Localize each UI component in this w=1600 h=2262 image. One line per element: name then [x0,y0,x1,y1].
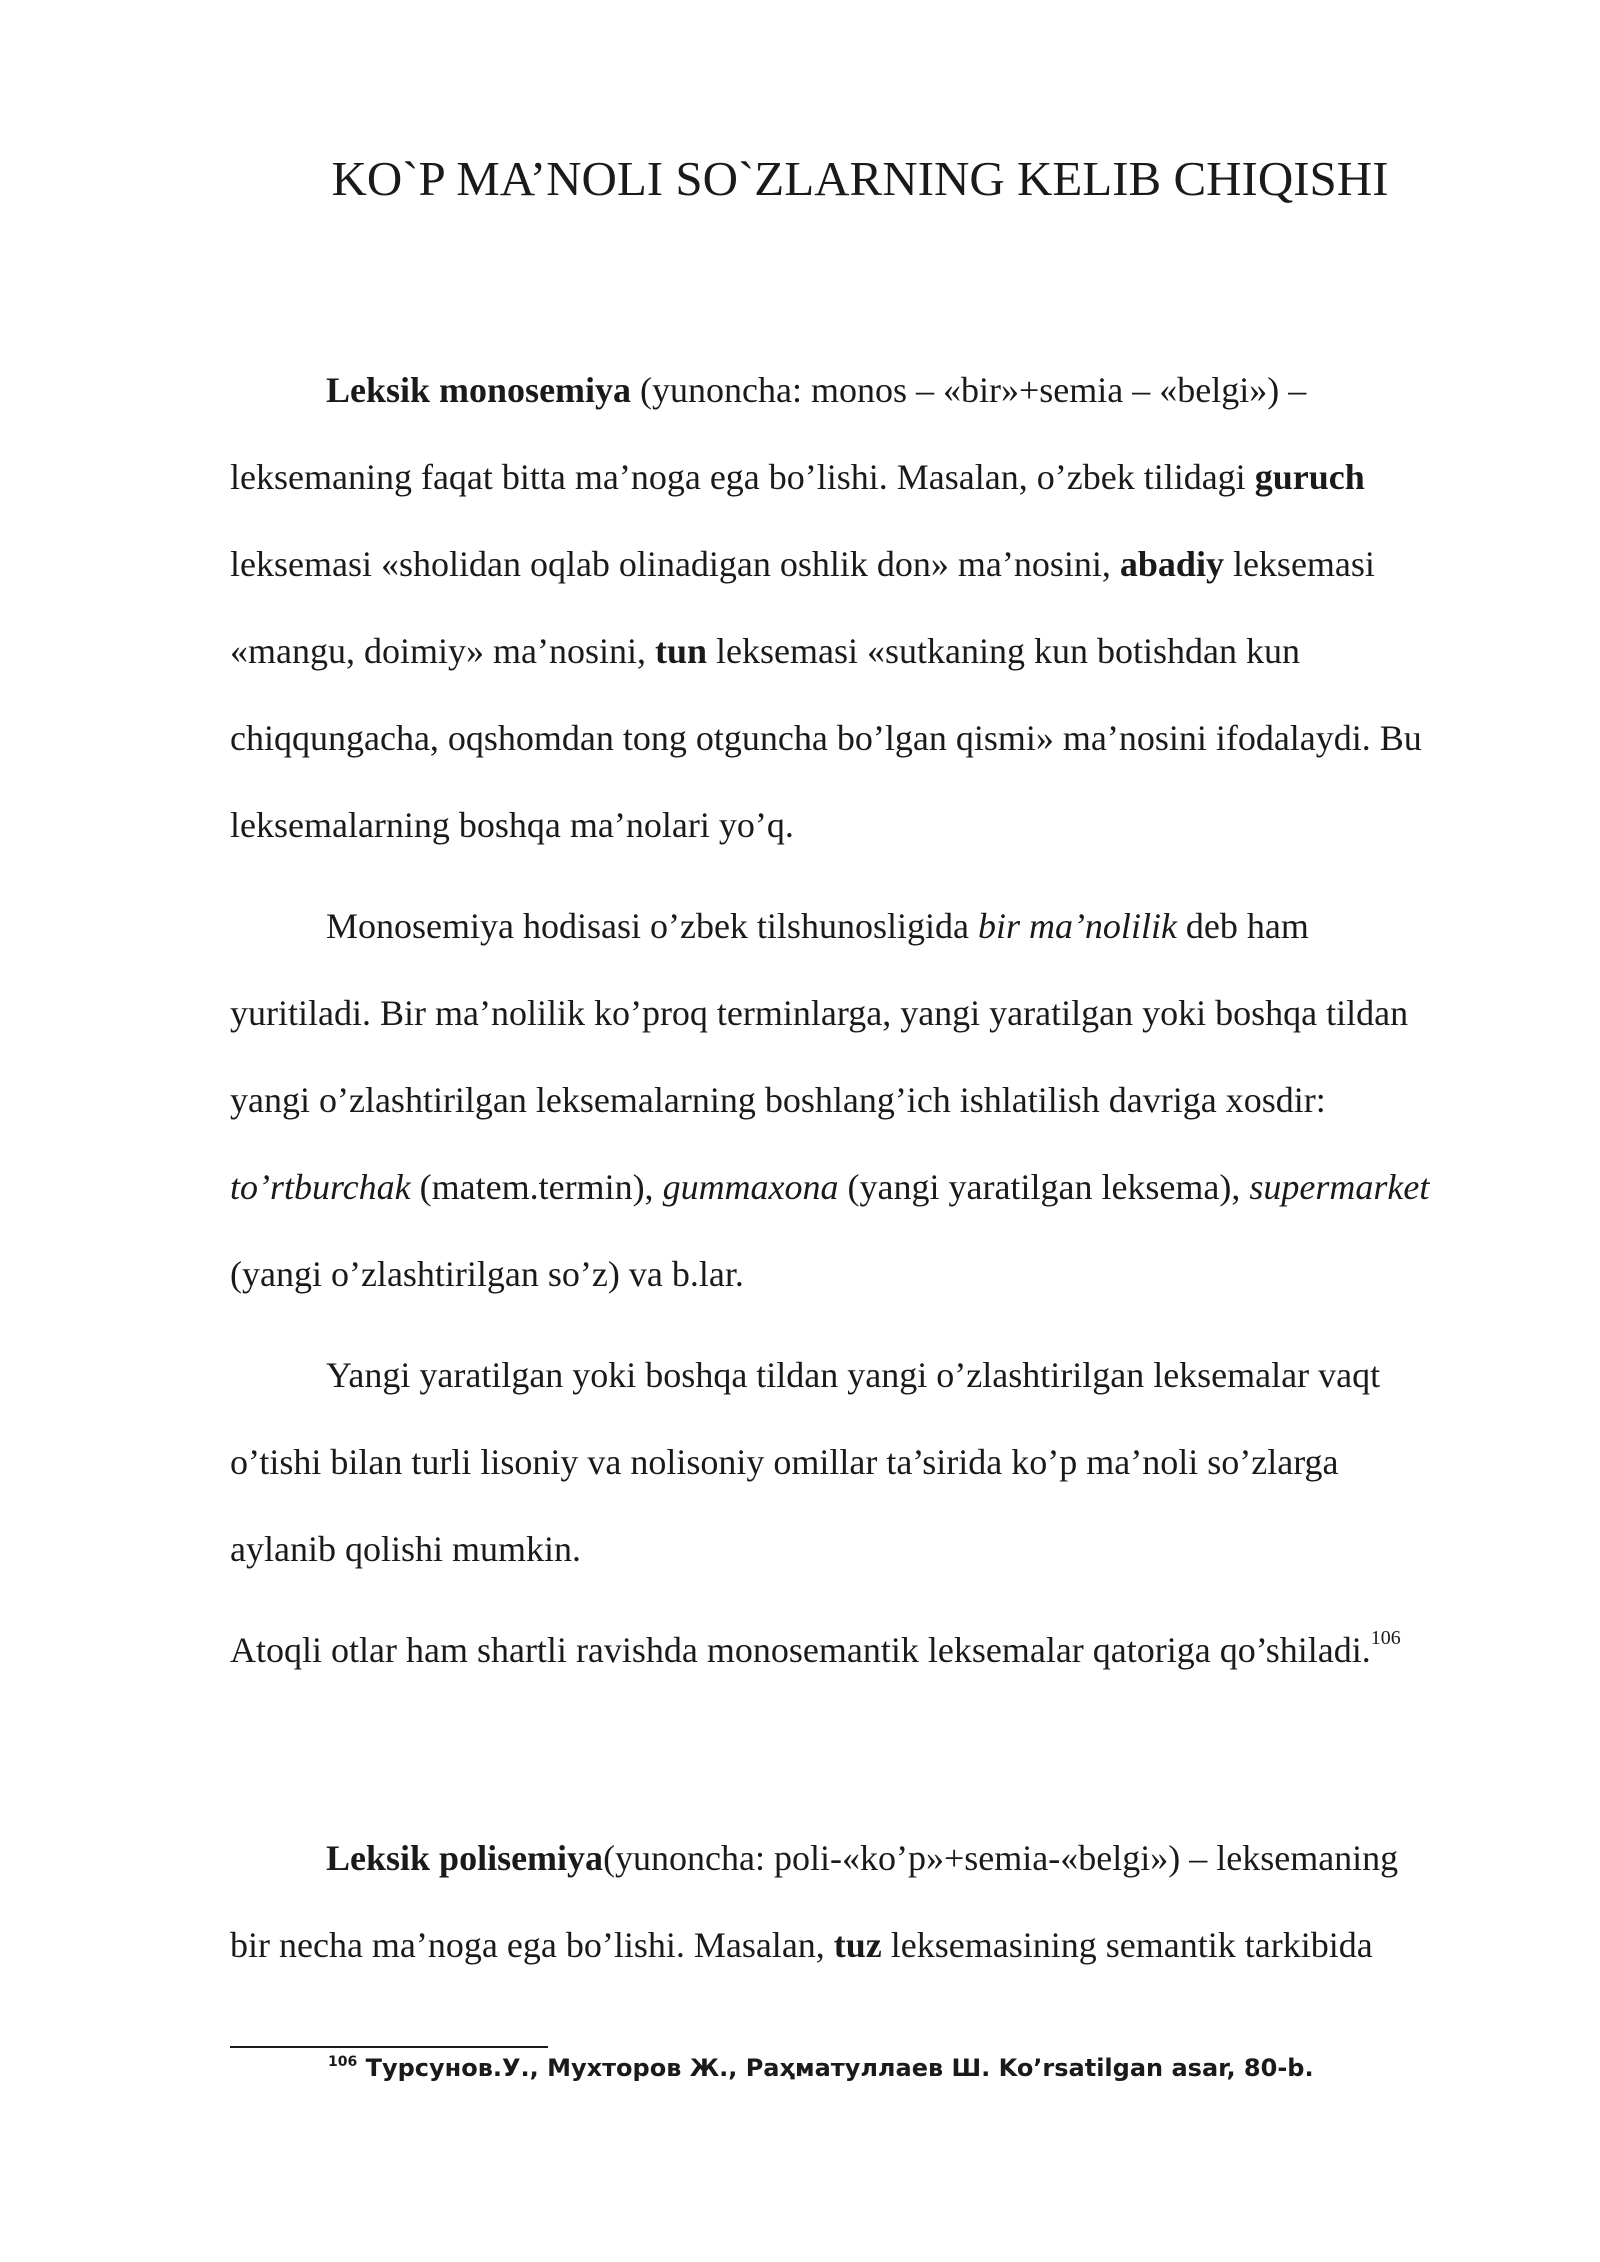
text-line: leksemaning faqat bitta ma’noga ega bo’lishi. Masalan, o’zbek tilidagi guruch [230,457,1365,497]
footnote-number: 106 [328,2054,358,2070]
example-gummaxona: gummaxona [662,1167,839,1207]
text-line: Atoqli otlar ham shartli ravishda monosemantik leksemalar qatoriga qo’shiladi.$^{106}$ [230,1627,1401,1670]
term-tuz: tuz [833,1925,882,1965]
term-abadiy: abadiy [1119,544,1224,584]
footnote-text: Турсунов.У., Мухторов Ж., Раҳматуллаев Ш. Ko’rsatilgan asar, 80-b. [357,2054,1314,2082]
example-tortburchak: to’rtburchak [230,1167,411,1207]
paragraph-monosemiya-usage [230,883,1502,1318]
example-supermarket: supermarket [1249,1167,1430,1207]
text-line: leksemasi «sholidan oqlab olinadigan oshlik don» ma’nosini, abadiy leksemasi [230,544,1375,584]
text-line: Leksik monosemiya (yunoncha: monos – «bir»+semia – «belgi») – [326,370,1307,410]
footnote [328,2048,1314,2088]
paragraph-monosemiya-definition [230,347,1502,869]
text-line: chiqqungacha, oqshomdan tong otguncha bo’lgan qismi» ma’nosini ifodalaydi. Bu [230,718,1422,758]
text-line: o’tishi bilan turli lisoniy va nolisoniy omillar ta’sirida ko’p ma’noli so’zlarga [230,1442,1339,1482]
text-line: Leksik polisemiya(yunoncha: poli-«ko’p»+semia-«belgi») – leksemaning [326,1838,1399,1878]
text-line: Yangi yaratilgan yoki boshqa tildan yangi o’zlashtirilgan leksemalar vaqt [326,1355,1381,1395]
footnote-reference[interactable]: 106 [1370,1627,1401,1649]
term-leksik-polisemiya: Leksik polisemiya [326,1838,604,1878]
text-line: yangi o’zlashtirilgan leksemalarning boshlang’ich ishlatilish davriga xosdir: [230,1080,1326,1120]
paragraph-proper-nouns [230,1607,1502,1694]
text-line: to’rtburchak (matem.termin), gummaxona (yangi yaratilgan leksema), supermarket [230,1167,1430,1207]
text-line: aylanib qolishi mumkin. [230,1529,581,1569]
page-title: KO`P MA’NOLI SO`ZLARNING KELIB CHIQISHI [331,151,1389,206]
paragraph-polisemiya-definition [230,1815,1502,1989]
term-guruch: guruch [1254,457,1365,497]
paragraph-borrowed-lexemes [230,1332,1502,1593]
term-bir-manolilik: bir ma’nolilik [977,906,1177,946]
term-leksik-monosemiya: Leksik monosemiya [326,370,632,410]
text-line: yuritiladi. Bir ma’nolilik ko’proq terminlarga, yangi yaratilgan yoki boshqa tildan [230,993,1409,1033]
text-line: Monosemiya hodisasi o’zbek tilshunosligida bir ma’nolilik deb ham [326,906,1309,946]
text-line: (yangi o’zlashtirilgan so’z) va b.lar. [230,1254,744,1294]
text-line: leksemalarning boshqa ma’nolari yo’q. [230,805,794,845]
text-line: bir necha ma’noga ega bo’lishi. Masalan, tuz leksemasining semantik tarkibida [230,1925,1373,1965]
term-tun: tun [654,631,707,671]
text-line: «mangu, doimiy» ma’nosini, tun leksemasi «sutkaning kun botishdan kun [230,631,1300,671]
